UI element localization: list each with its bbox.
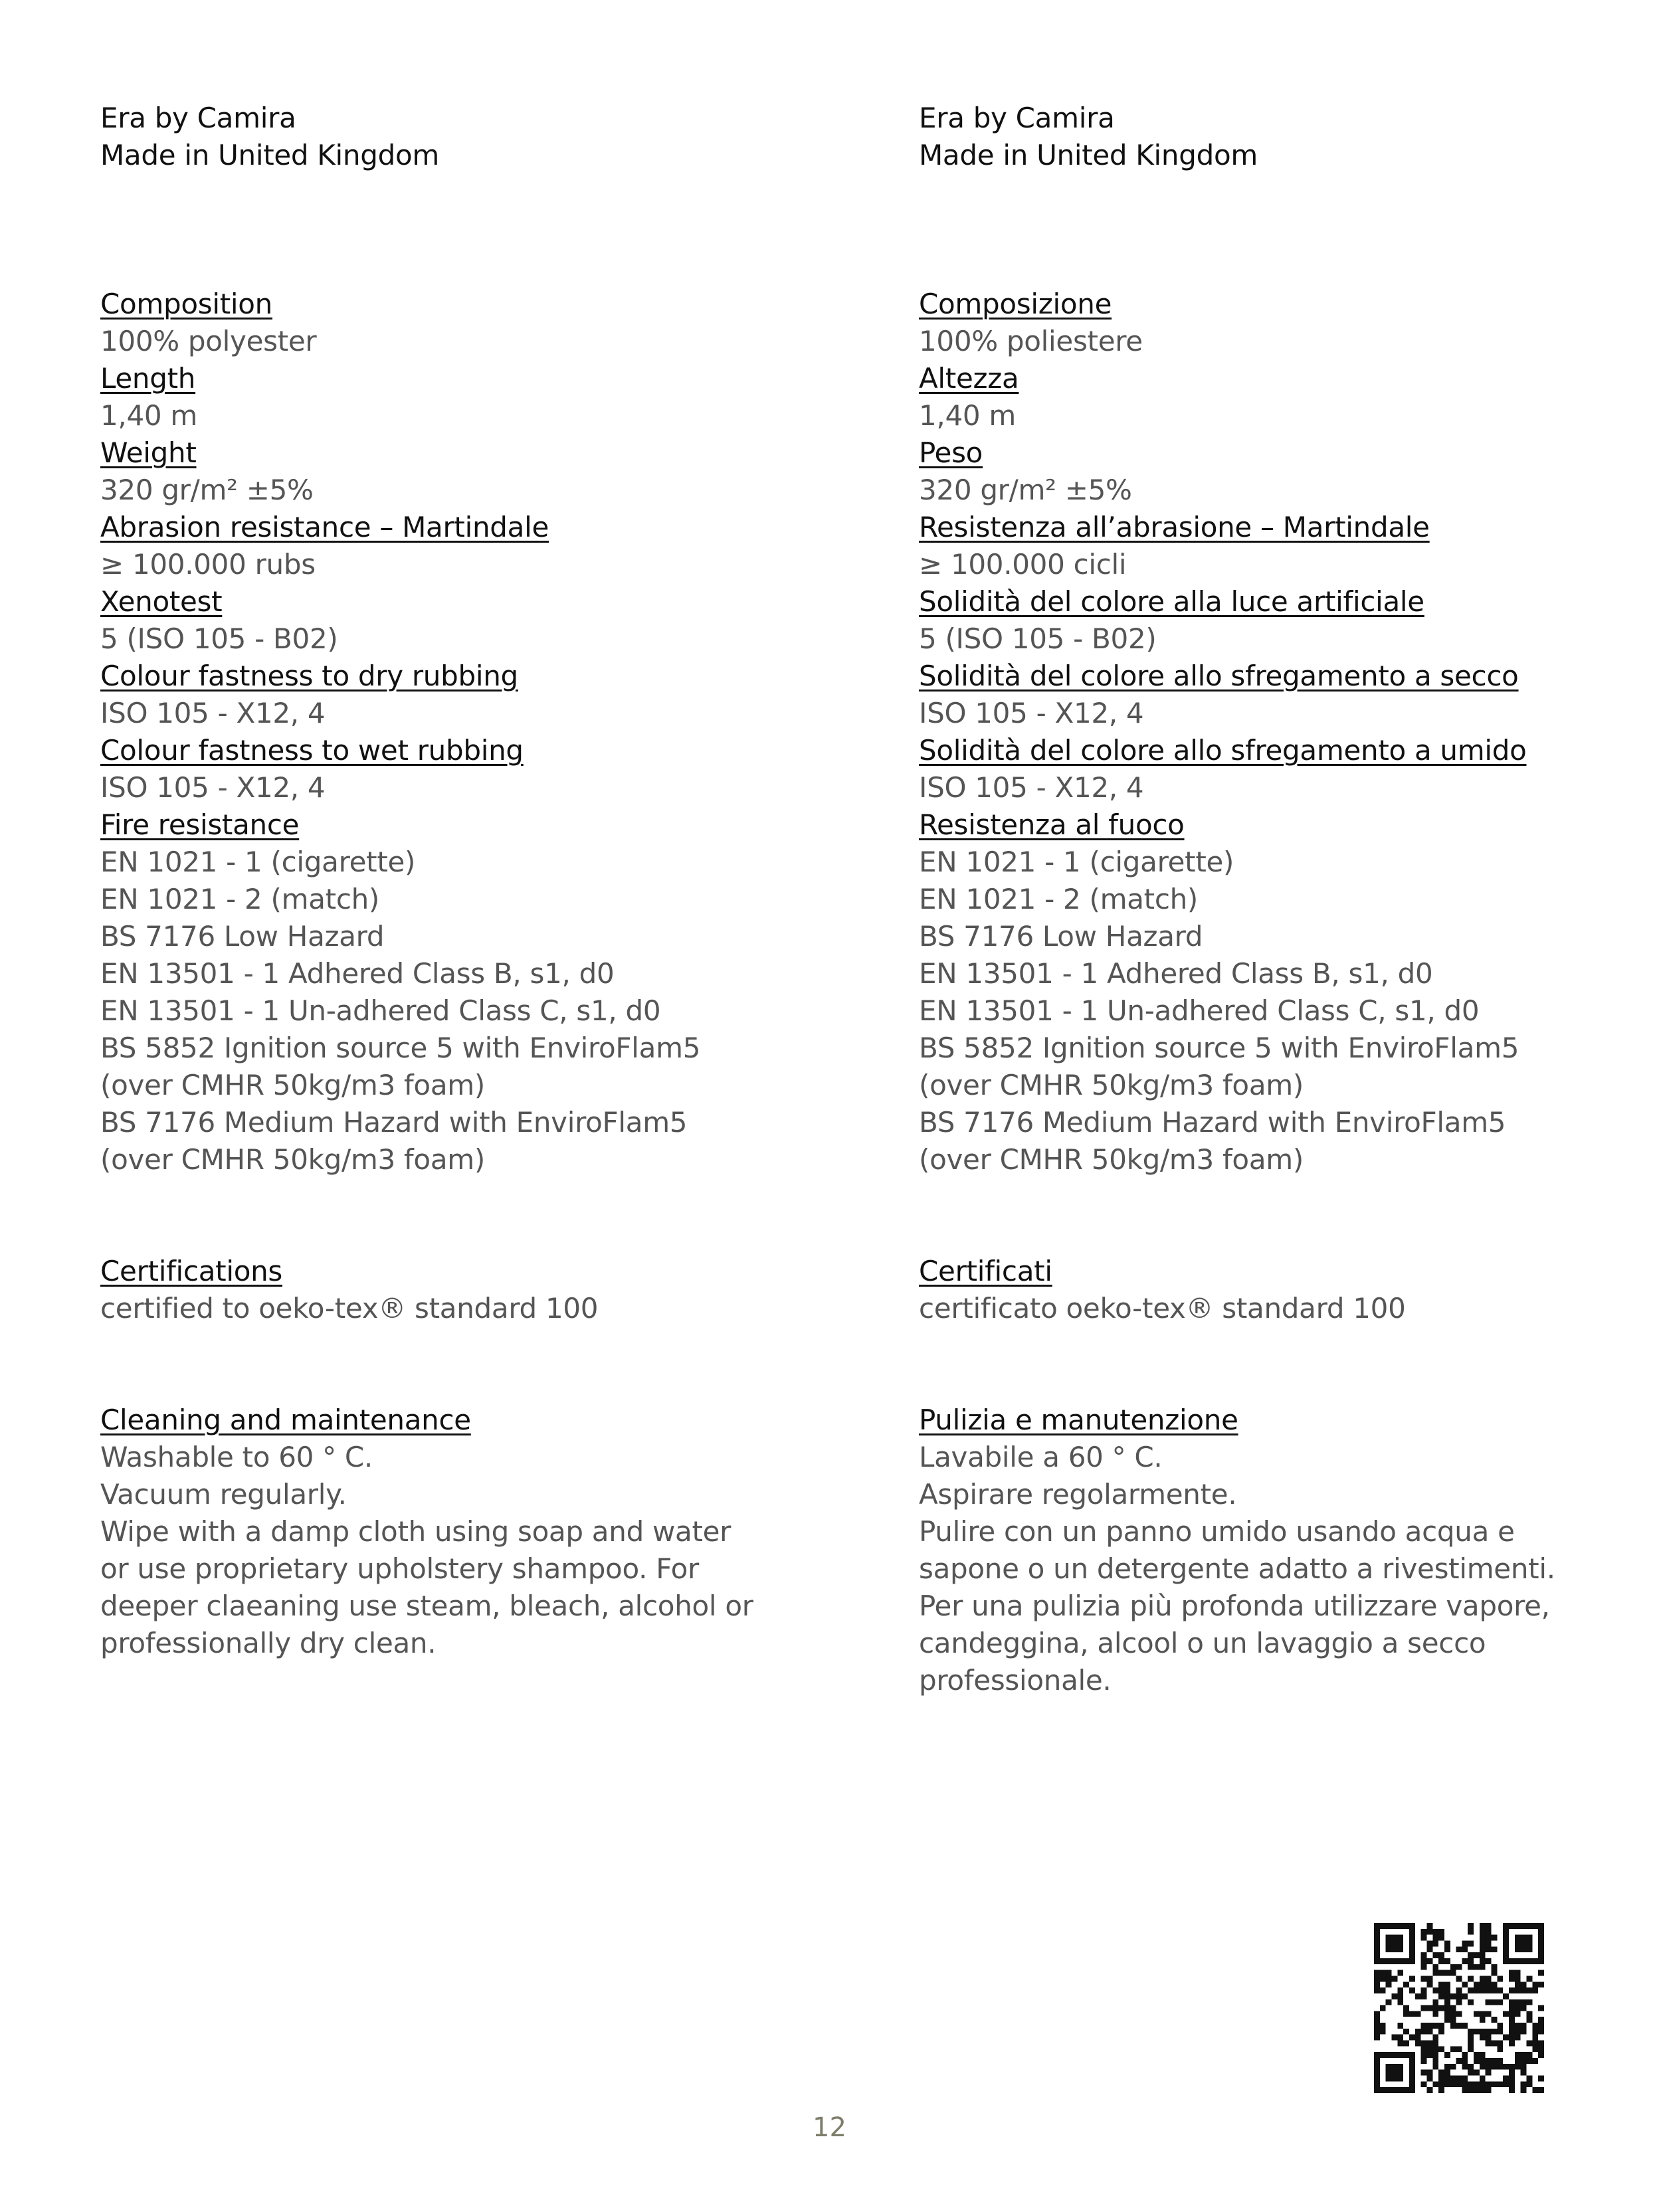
spec-value: BS 7176 Medium Hazard with EnviroFlam5 — [100, 1106, 688, 1139]
spec-value: (over CMHR 50kg/m3 foam) — [919, 1069, 1304, 1101]
spec-value: 100% polyester — [100, 325, 317, 357]
spec-value: ISO 105 - X12, 4 — [100, 771, 326, 804]
cleaning-text-line: Washable to 60 ° C. — [100, 1441, 373, 1473]
spec-value: ISO 105 - X12, 4 — [919, 697, 1144, 729]
cleaning-section — [100, 1402, 831, 1662]
spec-heading: Solidità del colore allo sfregamento a umido — [919, 734, 1527, 767]
spec-value: BS 7176 Low Hazard — [100, 920, 385, 953]
spec-heading: Xenotest — [100, 585, 223, 618]
left-column-english — [100, 100, 831, 1662]
brand-name: Era by Camira — [919, 102, 1115, 134]
spec-heading: Peso — [919, 436, 983, 469]
cleaning-text-line: Vacuum regularly. — [100, 1478, 347, 1511]
certifications-section — [100, 1253, 831, 1327]
origin-text: Made in United Kingdom — [100, 139, 439, 171]
cleaning-text-line: professionally dry clean. — [100, 1627, 437, 1659]
spec-heading: Colour fastness to wet rubbing — [100, 734, 524, 767]
spec-heading: Abrasion resistance – Martindale — [100, 511, 549, 543]
spec-heading: Length — [100, 362, 196, 395]
cleaning-heading: Pulizia e manutenzione — [919, 1404, 1238, 1436]
spec-heading: Solidità del colore allo sfregamento a secco — [919, 660, 1519, 692]
spec-value: (over CMHR 50kg/m3 foam) — [100, 1143, 485, 1176]
spec-heading: Composizione — [919, 288, 1112, 320]
spec-heading: Resistenza al fuoco — [919, 808, 1185, 841]
spec-value: (over CMHR 50kg/m3 foam) — [919, 1143, 1304, 1176]
spec-value: EN 1021 - 1 (cigarette) — [919, 846, 1234, 878]
spec-heading: Fire resistance — [100, 808, 300, 841]
spec-value: 1,40 m — [100, 399, 197, 432]
spec-value: 5 (ISO 105 - B02) — [919, 622, 1157, 655]
right-column-italian — [919, 100, 1650, 1699]
brand-block — [919, 100, 1650, 174]
spec-heading: Solidità del colore alla luce artificiale — [919, 585, 1424, 618]
spec-value: EN 1021 - 1 (cigarette) — [100, 846, 416, 878]
spec-list — [919, 286, 1650, 1178]
qr-code-icon — [1374, 1923, 1544, 2093]
spec-value: BS 7176 Medium Hazard with EnviroFlam5 — [919, 1106, 1506, 1139]
cleaning-text-line: Pulire con un panno umido usando acqua e — [919, 1515, 1515, 1548]
spec-value: 100% poliestere — [919, 325, 1143, 357]
spec-heading: Weight — [100, 436, 197, 469]
spec-value: (over CMHR 50kg/m3 foam) — [100, 1069, 485, 1101]
cleaning-text-line: or use proprietary upholstery shampoo. For — [100, 1552, 699, 1585]
cleaning-text-line: Lavabile a 60 ° C. — [919, 1441, 1163, 1473]
spec-value: BS 5852 Ignition source 5 with EnviroFlam5 — [919, 1032, 1519, 1064]
brand-block — [100, 100, 831, 174]
spec-value: EN 1021 - 2 (match) — [100, 883, 380, 915]
spec-value: 320 gr/m² ±5% — [919, 474, 1132, 506]
certifications-heading: Certificati — [919, 1255, 1052, 1287]
spec-value: ≥ 100.000 rubs — [100, 548, 316, 581]
brand-name: Era by Camira — [100, 102, 296, 134]
spec-heading: Altezza — [919, 362, 1019, 395]
cleaning-heading: Cleaning and maintenance — [100, 1404, 471, 1436]
spec-value: EN 13501 - 1 Un-adhered Class C, s1, d0 — [100, 994, 661, 1027]
cleaning-text-line: candeggina, alcool o un lavaggio a secco — [919, 1627, 1486, 1659]
cleaning-text-line: Aspirare regolarmente. — [919, 1478, 1237, 1511]
cleaning-section — [919, 1402, 1650, 1699]
spec-value: 1,40 m — [919, 399, 1016, 432]
spec-value: EN 1021 - 2 (match) — [919, 883, 1199, 915]
certifications-heading: Certifications — [100, 1255, 282, 1287]
certifications-section — [919, 1253, 1650, 1327]
spec-value: BS 7176 Low Hazard — [919, 920, 1203, 953]
certifications-value: certified to oeko-tex® standard 100 — [100, 1292, 599, 1325]
cleaning-text-line: deeper claeaning use steam, bleach, alcohol or — [100, 1590, 753, 1622]
spec-value: ISO 105 - X12, 4 — [919, 771, 1144, 804]
cleaning-text-line: professionale. — [919, 1664, 1112, 1697]
origin-text: Made in United Kingdom — [919, 139, 1258, 171]
spec-value: 320 gr/m² ±5% — [100, 474, 314, 506]
spec-heading: Resistenza all’abrasione – Martindale — [919, 511, 1430, 543]
certifications-value: certificato oeko-tex® standard 100 — [919, 1292, 1406, 1325]
spec-heading: Composition — [100, 288, 272, 320]
spec-value: EN 13501 - 1 Un-adhered Class C, s1, d0 — [919, 994, 1480, 1027]
cleaning-text-line: Wipe with a damp cloth using soap and water — [100, 1515, 732, 1548]
spec-value: ISO 105 - X12, 4 — [100, 697, 326, 729]
cleaning-text-line: sapone o un detergente adatto a rivestimenti. — [919, 1552, 1555, 1585]
page-number: 12 — [813, 2112, 846, 2143]
spec-value: BS 5852 Ignition source 5 with EnviroFlam5 — [100, 1032, 701, 1064]
spec-value: EN 13501 - 1 Adhered Class B, s1, d0 — [100, 957, 615, 990]
cleaning-text-line: Per una pulizia più profonda utilizzare vapore, — [919, 1590, 1550, 1622]
spec-value: ≥ 100.000 cicli — [919, 548, 1127, 581]
spec-value: EN 13501 - 1 Adhered Class B, s1, d0 — [919, 957, 1433, 990]
spec-list — [100, 286, 831, 1178]
spec-heading: Colour fastness to dry rubbing — [100, 660, 518, 692]
spec-value: 5 (ISO 105 - B02) — [100, 622, 338, 655]
